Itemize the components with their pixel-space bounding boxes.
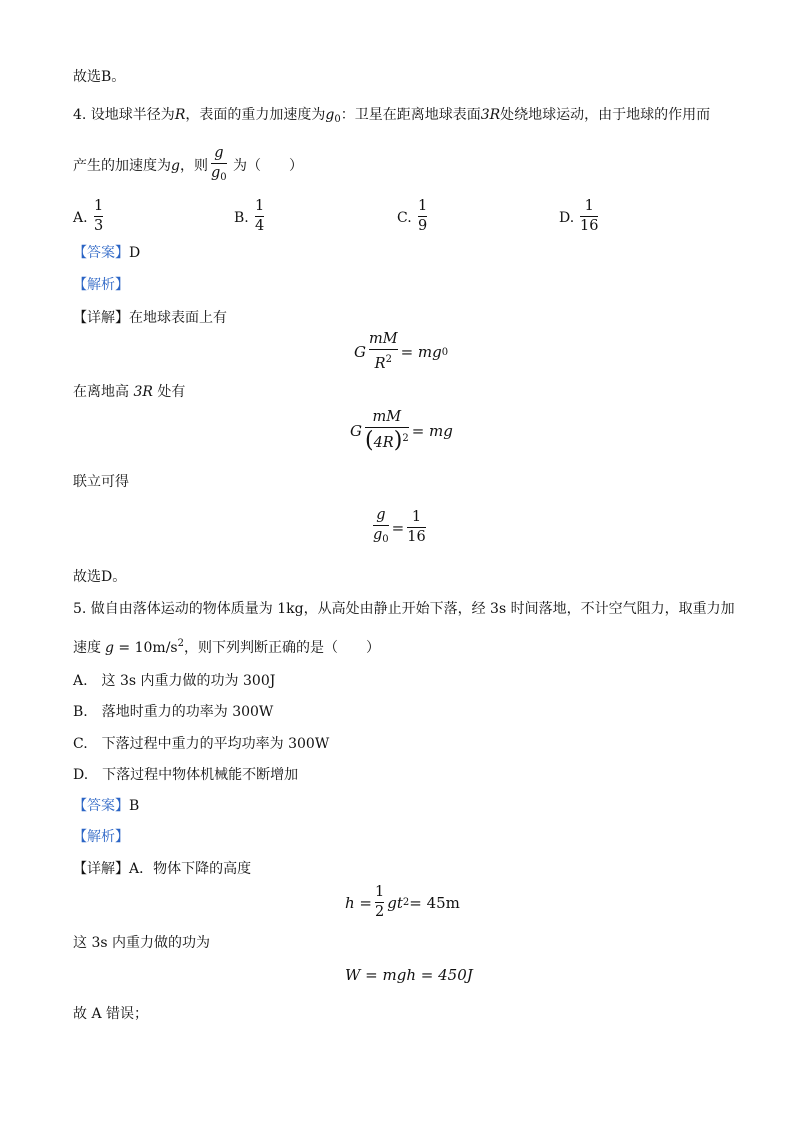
q4-option-b-label: B. — [234, 210, 249, 226]
q4-equation-2: G $\frac{mM}{(4R)^2}$ = mg — [350, 409, 453, 453]
q4-option-b-fraction: 1 4 — [255, 198, 265, 234]
q4-ratio-fraction: g $g_0$ — [211, 145, 227, 183]
q4-stem-line2-end: 为（ ） — [233, 158, 303, 174]
previous-conclusion: 故选B。 — [73, 69, 126, 85]
q4-answer: 【答案】D — [73, 245, 141, 261]
q5-stem-line1: 5. 做自由落体运动的物体质量为 1kg，从高处由静止开始下落，经 3s 时间落地，不计空气阻力，取重力加 — [73, 601, 735, 617]
q4-stem-line2: 产生的加速度为g，则 — [73, 158, 208, 174]
q4-stem-line1: 4. 设地球半径为R，表面的重力加速度为$g_0$：卫星在距离地球表面3R处绕地球运动，由于地球的作用而 — [73, 107, 711, 125]
q4-option-a-label: A. — [73, 210, 88, 226]
q5-option-c: C. 下落过程中重力的平均功率为 300W — [73, 736, 330, 752]
q5-answer: 【答案】B — [73, 798, 140, 814]
q4-option-c-fraction: 1 9 — [418, 198, 428, 234]
q5-option-a: A. 这 3s 内重力做的功为 300J — [73, 673, 276, 689]
q4-option-d-label: D. — [559, 210, 575, 226]
q4-option-d-fraction: 1 16 — [580, 198, 599, 234]
q5-equation-1: h = $\frac{1}{2}$ gt 2 = 45m — [345, 884, 460, 920]
q4-detail-2: 在离地高 3R 处有 — [73, 384, 186, 400]
q5-conclusion: 故 A 错误； — [73, 1006, 149, 1022]
q5-equation-2: W = mgh = 450J — [345, 966, 473, 984]
q5-analysis-tag: 【解析】 — [73, 829, 129, 845]
q5-stem-line2: 速度 $g = 10m/s^2$，则下列判断正确的是（ ） — [73, 638, 380, 656]
q4-conclusion: 故选D。 — [73, 569, 127, 585]
q5-option-b: B. 落地时重力的功率为 300W — [73, 704, 274, 720]
q5-detail-2: 这 3s 内重力做的功为 — [73, 935, 210, 951]
q4-analysis-tag: 【解析】 — [73, 277, 129, 293]
q4-detail-1: 【详解】在地球表面上有 — [73, 310, 227, 326]
q4-detail-3: 联立可得 — [73, 474, 129, 490]
answer-tag: 【答案】 — [73, 245, 129, 261]
q5-detail-1: 【详解】A．物体下降的高度 — [73, 861, 252, 877]
q4-equation-3: $\frac{g}{g_0}$ = $\frac{1}{16}$ — [373, 507, 426, 545]
q5-option-d: D. 下落过程中物体机械能不断增加 — [73, 767, 299, 783]
answer-tag: 【答案】 — [73, 798, 129, 814]
q4-equation-1: G $\frac{mM}{R^2}$ = mg 0 — [354, 331, 449, 372]
q4-option-a-fraction: 1 3 — [94, 198, 104, 234]
q4-option-c-label: C. — [397, 210, 412, 226]
